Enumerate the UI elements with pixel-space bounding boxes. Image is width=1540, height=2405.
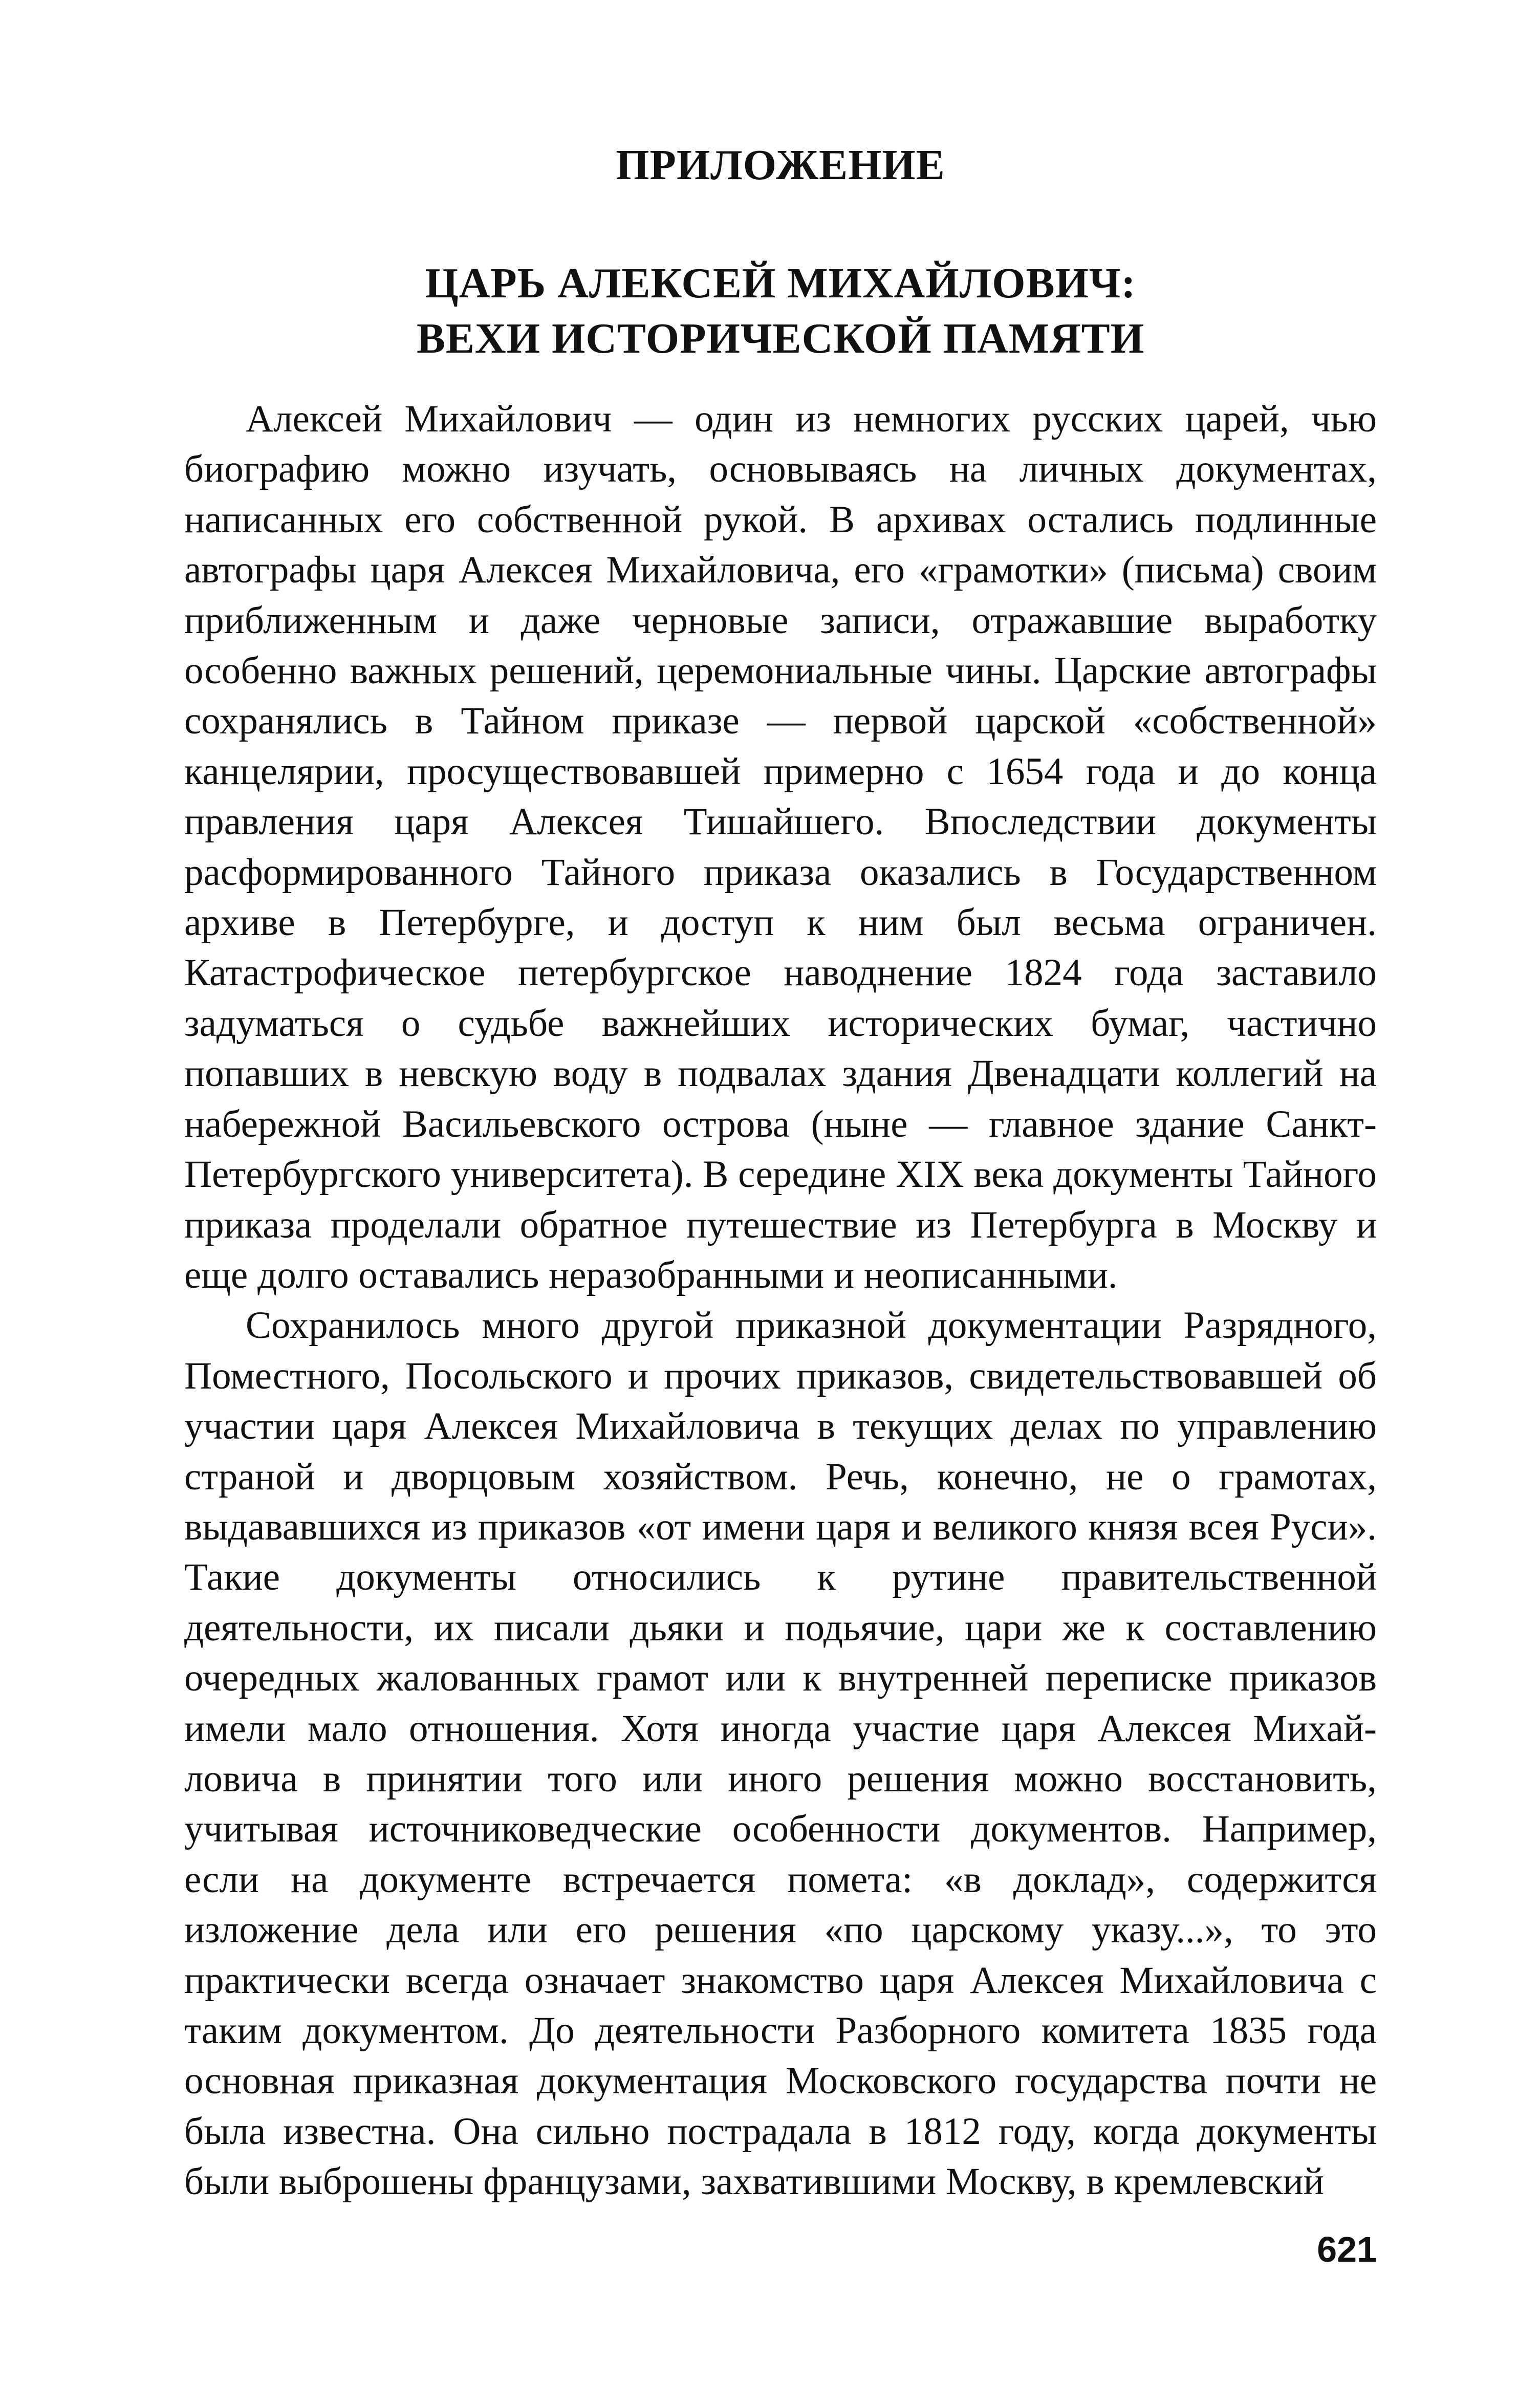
paragraph-1: Алексей Михайлович — один из немногих русских царей, чью биографию можно изучать, основываясь на личных документах, написанных его собственной рукой. В архивах остались подлинные автографы царя Алексея Михайловича, его «грамотки» (письма) своим приближенным и даже черновые записи, отражавшие выработку особенно важных решений, церемониальные чины. Царские автографы сохранялись в Тайном приказе — первой царской «собственной» канцелярии, просуществовавшей примерно с 1654 года и до конца правления царя Алексея Тишайшего. Впоследствии документы расформированного Тайного приказа оказались в Государственном архиве в Петербурге, и доступ к ним был весьма ограничен. Катастрофическое петербургское наводнение 1824 года заставило задуматься о судьбе важнейших исторических бумаг, частично попавших в невскую воду в подвалах здания Двенадцати коллегий на набережной Васильевского острова (ныне — главное здание Санкт-Петербургского университета). В середине XIX века документы Тайного приказа проделали обратное путешествие из Петербурга в Москву и еще долго оставались неразобранными и неописанными.	[184, 398, 1377, 1296]
chapter-title-line-2: ВЕХИ ИСТОРИЧЕСКОЙ ПАМЯТИ	[416, 315, 1145, 362]
appendix-heading: ПРИЛОЖЕНИЕ	[616, 141, 945, 189]
body-text	[184, 394, 1377, 2207]
chapter-title-line-1: ЦАРЬ АЛЕКСЕЙ МИХАЙЛОВИЧ:	[425, 259, 1136, 307]
page-number: 621	[1317, 2229, 1377, 2269]
paragraph-2: Сохранилось много другой приказной документации Разрядного, Поместного, Посольского и прочих приказов, свидетельствовавшей об участии царя Алексея Михайловича в текущих делах по управлению страной и дворцовым хозяйством. Речь, конечно, не о грамотах, выдававшихся из приказов «от имени царя и великого князя всея Руси». Такие документы относились к рутине правительственной деятельности, их писали дьяки и подьячие, цари же к составлению очередных жалованных грамот или к внутренней переписке приказов имели мало отношения. Хотя иногда участие царя Алексея Михайловича в принятии того или иного решения можно восстановить, учитывая источниковедческие особенности документов. Например, если на документе встречается помета: «в доклад», содержится изложение дела или его решения «по царскому указу...», то это практически всегда означает знакомство царя Алексея Михайловича с таким документом. До деятельности Разборного комитета 1835 года основная приказная документация Московского государства почти не была известна. Она сильно пострадала в 1812 году, когда документы были выброшены французами, захватившими Москву, в кремлевский	[184, 1304, 1377, 2203]
chapter-title	[184, 256, 1377, 366]
